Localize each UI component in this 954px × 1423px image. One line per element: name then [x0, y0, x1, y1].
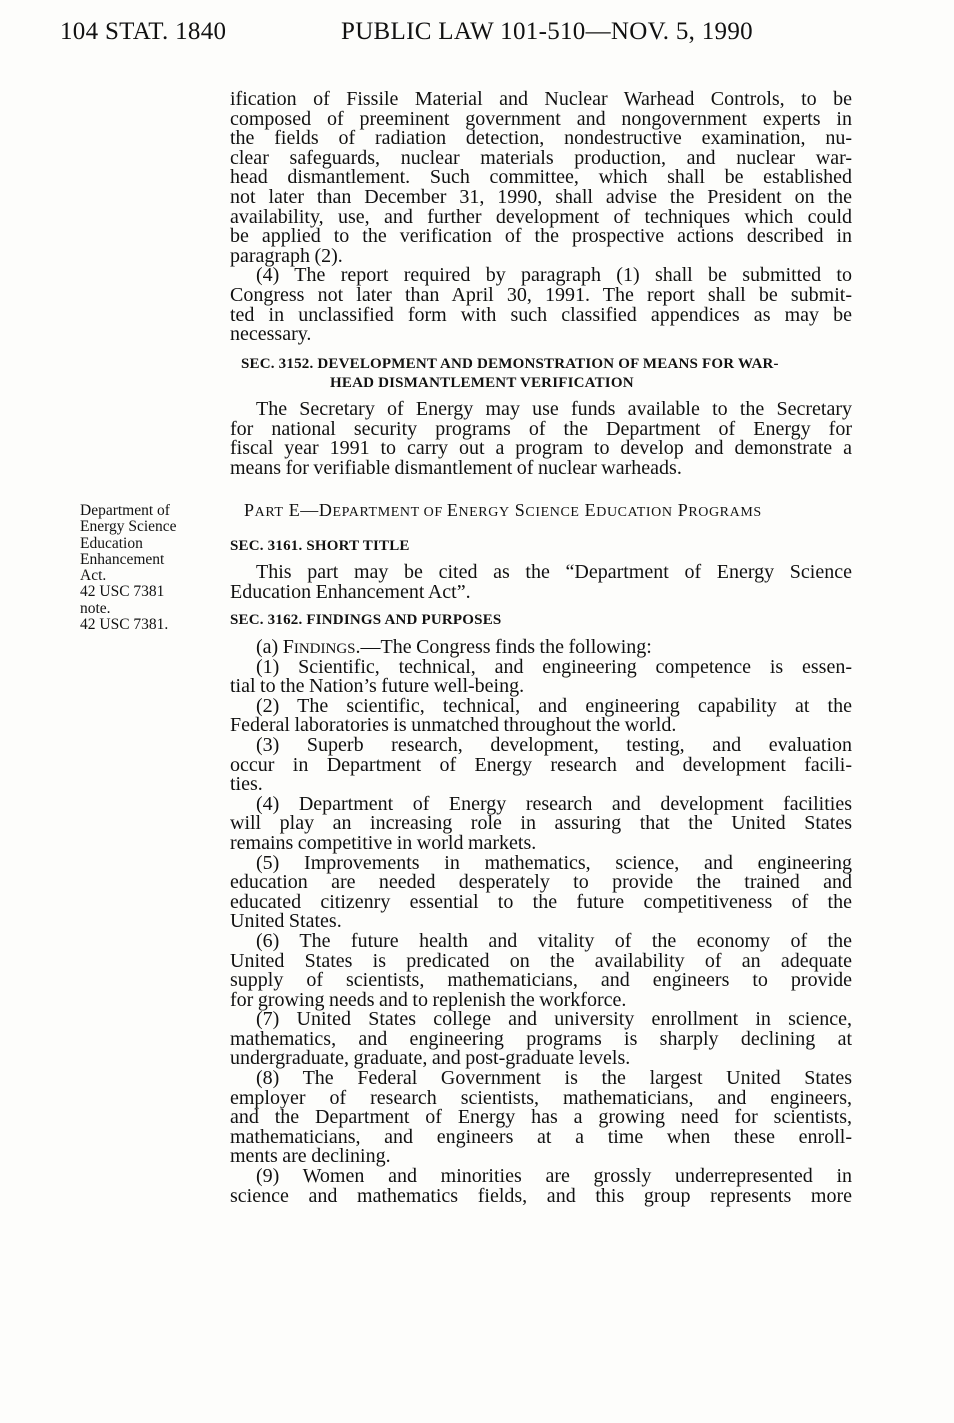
- paragraph: [230, 655, 852, 698]
- text-line: education are needed desperately to provide the trained and: [230, 871, 852, 894]
- text-line: (4) The report required by paragraph (1) shall be submitted to: [256, 264, 852, 287]
- text-line: remains competitive in world markets.: [230, 831, 537, 854]
- text-line: (6) The future health and vitality of the economy of the: [256, 929, 852, 952]
- text-line: Congress not later than April 30, 1991. The report shall be submit-: [230, 283, 852, 306]
- text-line: (2) The scientific, technical, and engineering capability at the: [256, 694, 852, 717]
- paragraph: [230, 694, 852, 737]
- text-line: science and mathematics fields, and this group represents more: [230, 1184, 852, 1207]
- text-line: ments are declining.: [230, 1145, 391, 1168]
- text-line: (1) Scientific, technical, and engineering competence is essen-: [256, 655, 852, 678]
- text-line: ties.: [230, 773, 263, 796]
- text-line: head dismantlement. Such committee, which shall be established: [230, 166, 852, 189]
- text-line: occur in Department of Energy research and development facili-: [230, 753, 852, 776]
- paragraph: [230, 400, 852, 478]
- text-line: ification of Fissile Material and Nuclear Warhead Controls, to be: [230, 88, 852, 110]
- text-line: (9) Women and minorities are grossly underrepresented in: [256, 1165, 852, 1188]
- paragraph: [230, 851, 852, 933]
- paragraph: [230, 1010, 852, 1069]
- text-line: (4) Department of Energy research and development facilities: [256, 792, 852, 815]
- findings-list: [230, 655, 852, 1207]
- text-line: (3) Superb research, development, testing, and evaluation: [256, 733, 852, 756]
- text-line: United States.: [230, 910, 342, 933]
- text-line: for national security programs of the Department of Energy for: [230, 417, 852, 440]
- margin-note-line: Enhancement: [80, 550, 165, 568]
- margin-notes: [80, 503, 177, 633]
- text-line: will play an increasing role in assuring that the United States: [230, 812, 852, 835]
- paragraph: [230, 1167, 852, 1206]
- text-line: (8) The Federal Government is the largest United States: [256, 1067, 852, 1090]
- text-line: mathematicians, and engineers at a time when these enroll-: [230, 1125, 852, 1148]
- margin-note-line: note.: [80, 599, 111, 617]
- margin-note-line: 42 USC 7381.: [80, 616, 169, 634]
- text-line: means for verifiable dismantlement of nuclear warheads.: [230, 456, 682, 479]
- text-line: educated citizenry essential to the future competitiveness of the: [230, 890, 852, 913]
- text-line: Education Enhancement Act”.: [230, 580, 471, 603]
- text-line: employer of research scientists, mathematicians, and engineers,: [230, 1086, 852, 1109]
- margin-note-line: Energy Science: [80, 518, 177, 536]
- text-line: (7) United States college and university enrollment in science,: [256, 1008, 852, 1031]
- section-3161-body: [230, 563, 852, 602]
- text-line: the fields of radiation detection, nondestructive examination, nu-: [230, 127, 852, 150]
- text-line: mathematics, and engineering programs is sharply declining at: [230, 1027, 852, 1050]
- text-line: availability, use, and further development of techniques which could: [230, 205, 852, 228]
- section-3152-body: [230, 400, 852, 478]
- paragraph: [230, 90, 852, 266]
- text-line: ted in unclassified form with such classified appendices as may be: [230, 303, 852, 326]
- text-line: be applied to the verification of the prospective actions described in: [230, 225, 852, 248]
- paragraph: [230, 1069, 852, 1167]
- text-line: not later than December 31, 1990, shall advise the President on the: [230, 185, 852, 208]
- paragraph: [230, 929, 852, 1011]
- text-line: composed of preeminent government and nongovernment experts in: [230, 107, 852, 130]
- paragraphs-top: [230, 90, 852, 345]
- section-3152-heading-line1: SEC. 3152. DEVELOPMENT AND DEMONSTRATION OF MEANS FOR WAR-: [241, 356, 779, 372]
- findings-heading: (a) FINDINGS.—The Congress finds the following:: [256, 636, 652, 658]
- paragraph: [230, 563, 852, 602]
- text-line: fiscal year 1991 to carry out a program to develop and demonstrate a: [230, 437, 852, 460]
- part-e-heading: PART E—DEPARTMENT OF ENERGY SCIENCE EDUCATION PROGRAMS: [244, 500, 762, 520]
- paragraph: [230, 733, 852, 796]
- margin-note-line: Act.: [80, 567, 107, 585]
- text-line: undergraduate, graduate, and post-graduate levels.: [230, 1047, 631, 1070]
- text-line: for growing needs and to replenish the workforce.: [230, 988, 627, 1011]
- text-line: United States is predicated on the availability of an adequate: [230, 949, 852, 972]
- text-line: This part may be cited as the “Department of Energy Science: [256, 561, 852, 583]
- section-3161-heading: SEC. 3161. SHORT TITLE: [230, 538, 410, 554]
- text-line: necessary.: [230, 323, 312, 346]
- text-line: (5) Improvements in mathematics, science, and engineering: [256, 851, 852, 874]
- page-citation: 104 STAT. 1840: [60, 18, 227, 45]
- section-3162-heading: SEC. 3162. FINDINGS AND PURPOSES: [230, 612, 502, 628]
- text-line: paragraph (2).: [230, 244, 343, 267]
- margin-note-line: 42 USC 7381: [80, 583, 165, 601]
- margin-note-line: Department of: [80, 502, 170, 519]
- paragraph: [230, 792, 852, 854]
- margin-note-line: Education: [80, 534, 143, 552]
- paragraph: [230, 266, 852, 344]
- text-line: The Secretary of Energy may use funds available to the Secretary: [256, 398, 852, 420]
- text-line: tial to the Nation’s future well-being.: [230, 675, 525, 698]
- text-line: Federal laboratories is unmatched throughout the world.: [230, 714, 677, 737]
- section-3152-heading-line2: HEAD DISMANTLEMENT VERIFICATION: [330, 375, 634, 391]
- text-line: and the Department of Energy has a growing need for scientists,: [230, 1106, 852, 1129]
- running-header: PUBLIC LAW 101-510—NOV. 5, 1990: [341, 18, 753, 45]
- text-line: supply of scientists, mathematicians, and engineers to provide: [230, 969, 852, 992]
- text-line: clear safeguards, nuclear materials production, and nuclear war-: [230, 146, 852, 169]
